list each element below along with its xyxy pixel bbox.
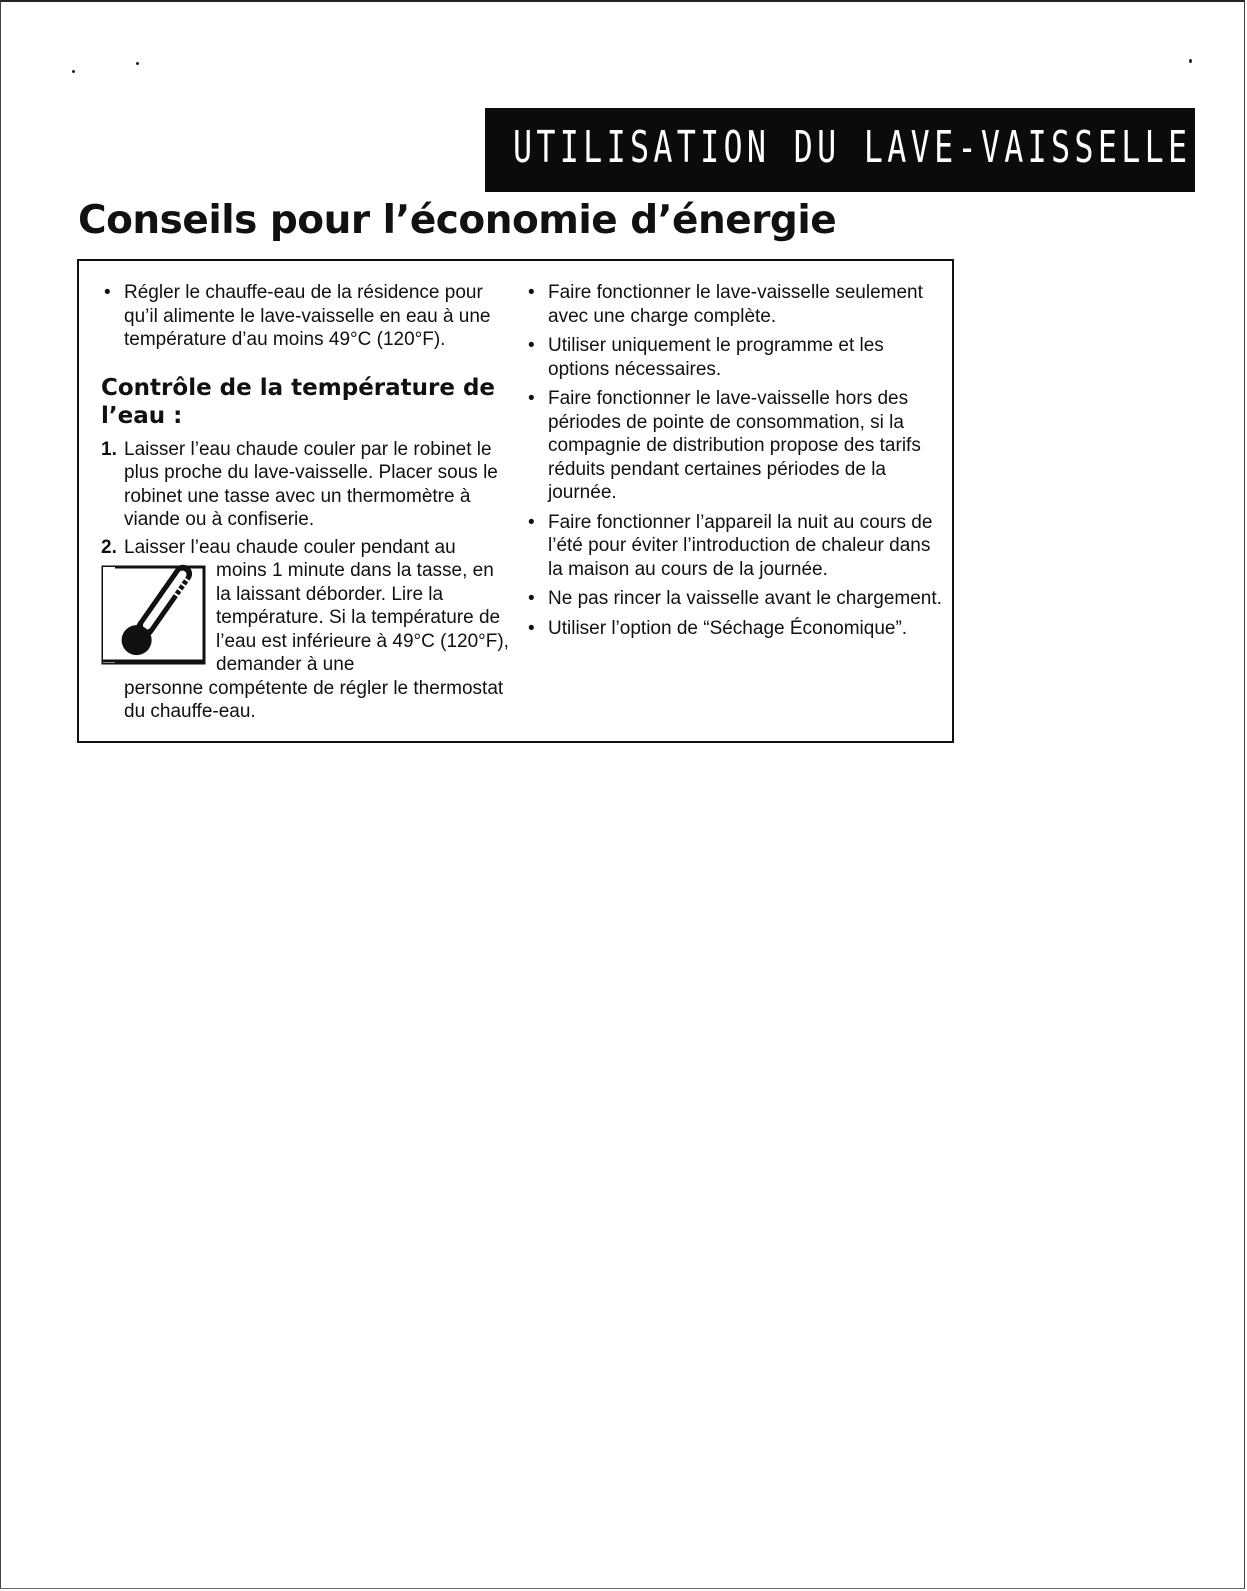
- banner-title: UTILISATION DU LAVE-VAISSELLE: [513, 122, 1192, 173]
- step-text-first: Laisser l’eau chaude couler pendant au: [124, 536, 456, 558]
- tip-bullet: • Ne pas rincer la vaisselle avant le chargement.: [525, 587, 945, 611]
- step-item: [101, 536, 511, 724]
- scan-speck: [72, 70, 75, 73]
- step-text-tail: personne compétente de régler le thermostat du chauffe-eau.: [124, 677, 504, 722]
- tip-bullet: • Utiliser l’option de “Séchage Économique”.: [525, 617, 945, 641]
- step-text-wrap: moins 1 minute dans la tasse, en la laissant déborder. Lire la température. Si la température de l’eau est inférieure à 49°C (120°F), demander à une: [216, 560, 509, 675]
- step-number: 2.: [101, 536, 117, 558]
- left-column: [101, 281, 511, 728]
- tip-bullet: • Faire fonctionner le lave-vaisselle seulement avec une charge complète.: [525, 281, 945, 328]
- step-item: [101, 438, 511, 532]
- scan-speck: [136, 62, 139, 65]
- tip-bullet: • Faire fonctionner l’appareil la nuit au cours de l’été pour éviter l’introduction de chaleur dans la maison au cours de la journée.: [525, 511, 945, 582]
- scan-speck: [1189, 59, 1192, 63]
- step-number: 1.: [101, 438, 117, 460]
- section-title: Conseils pour l’économie d’énergie: [78, 198, 837, 243]
- intro-bullet: • Régler le chauffe-eau de la résidence pour qu’il alimente le lave-vaisselle en eau à une température d’au moins 49°C (120°F).: [101, 281, 511, 352]
- subheading: Contrôle de la température de l’eau :: [101, 374, 496, 429]
- tip-bullet: • Faire fonctionner le lave-vaisselle hors des périodes de pointe de consommation, si la compagnie de distribution propose des tarifs réduits pendant certaines périodes de la journée.: [525, 387, 945, 505]
- header-banner: [485, 108, 1195, 192]
- thermometer-icon: [101, 563, 206, 667]
- tip-bullet: • Utiliser uniquement le programme et les options nécessaires.: [525, 334, 945, 381]
- tips-box: [77, 259, 954, 743]
- step-text: Laisser l’eau chaude couler par le robinet le plus proche du lave-vaisselle. Placer sous le robinet une tasse avec un thermomètre à viande ou à confiserie.: [124, 438, 498, 530]
- right-column: [525, 281, 945, 646]
